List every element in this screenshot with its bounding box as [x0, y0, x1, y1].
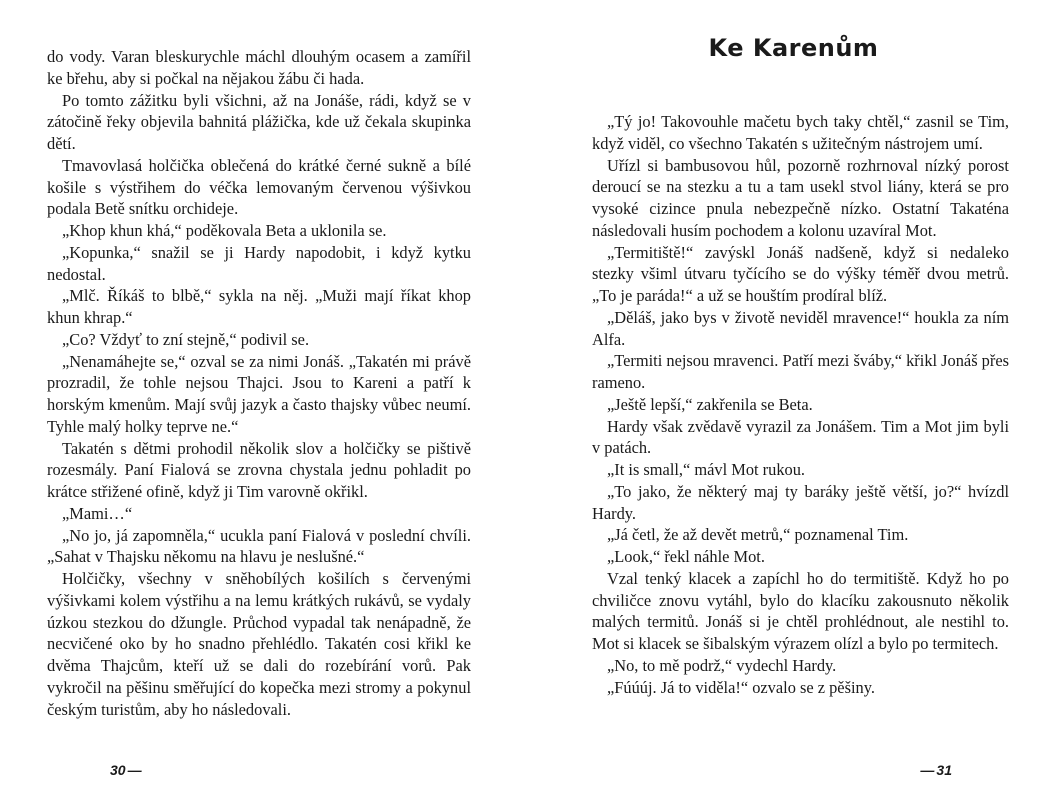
page-number: 31 [936, 762, 952, 778]
paragraph: „Ještě lepší,“ zakřenila se Beta. [607, 394, 813, 414]
paragraph: do vody. Varan bleskurychle máchl dlouhým ocasem a zamířil ke břehu, aby si počkal na nějakou žábu či hada. [47, 47, 471, 88]
page-dash: — [920, 762, 935, 778]
paragraph: „Mlč. Říkáš to blbě,“ sykla na něj. „Muži mají říkat khop khun khrap.“ [47, 286, 471, 327]
paragraph: „No, to mě podrž,“ vydechl Hardy. [607, 655, 837, 675]
paragraph: „Mami…“ [62, 503, 133, 523]
paragraph: „Já četl, že až devět metrů,“ poznamenal Tim. [607, 525, 909, 545]
paragraph: „To jako, že některý maj ty baráky ještě větší, jo?“ hvízdl Hardy. [592, 481, 1009, 523]
chapter-title: Ke Karenům [708, 34, 879, 62]
paragraph: „Nenamáhejte se,“ ozval se za nimi Jonáš. „Takatén mi právě prozradil, že tohle nejsou Thajci. Jsou to Kareni a patří k horským kmenům. Mají svůj jazyk a často thajsky vůbec neumí. Tyhle malý holky teprve ne.“ [47, 351, 471, 436]
paragraph: „Tý jo! Takovouhle mačetu bych taky chtěl,“ zasnil se Tim, když viděl, co všechno Takatén s užitečným nástrojem umí. [592, 112, 1009, 153]
paragraph: „Khop khun khá,“ poděkovala Beta a uklonila se. [62, 221, 387, 240]
paragraph: Takatén s dětmi prohodil několik slov a holčičky se pištivě rozesmály. Paní Fialová se zrovna chystala jednu pohladit po krátce střižené ofině, když ji Tim varovně okřikl. [47, 438, 471, 501]
paragraph: Holčičky, všechny v sněhobílých košilích s červenými výšivkami kolem výstřihu a na lemu krátkých rukávů, se vydaly úzkou stezkou do džungle. Průchod vypadal tak nenápadně, že necvičené oko by ho snadno přehlédlo. Takatén cosi křikl ke dvěma Thajcům, kteří už se dali do rozebírání vorů. Pak vykročil na pěšinu směřující do kopečka mezi stromy a pokynul českým turistům, aby ho následovali. [47, 569, 471, 719]
paragraph: „Termiti nejsou mravenci. Patří mezi šváby,“ křikl Jonáš přes rameno. [592, 351, 1009, 392]
paragraph: Vzal tenký klacek a zapíchl ho do termitiště. Když ho po chviličce znovu vytáhl, bylo do klacíku zakousnuto několik malých termitů. Jonáš si je chtěl prohlédnout, ale nestihl to. Mot si klacek se šibalským výrazem olízl a bylo po termitech. [592, 568, 1009, 653]
paragraph: „Fúúúj. Já to viděla!“ ozvalo se z pěšiny. [607, 677, 875, 697]
page-number-left [110, 762, 144, 778]
paragraph: „Termitiště!“ zavýskl Jonáš nadšeně, když si nedaleko stezky všiml útvaru tyčícího se do výšky téměř dvou metrů. „To je paráda!“ a už se houštím prodíral blíž. [592, 242, 1009, 305]
right-page [529, 0, 1058, 800]
paragraph: Tmavovlasá holčička oblečená do krátké černé sukně a bílé košile s výstřihem do véčka lemovaným červenou výšivkou podala Betě snítku orchideje. [47, 155, 471, 219]
page-number-right [918, 762, 952, 778]
paragraph: „No jo, já zapomněla,“ ucukla paní Fialová v poslední chvíli. „Sahat v Thajsku někomu na hlavu je neslušné.“ [47, 525, 471, 567]
paragraph: „Look,“ řekl náhle Mot. [607, 547, 765, 566]
paragraph: „Co? Vždyť to zní stejně,“ podivil se. [62, 329, 310, 349]
paragraph: „It is small,“ mávl Mot rukou. [607, 460, 806, 479]
page-number: 30 [110, 762, 126, 778]
paragraph: Uřízl si bambusovou hůl, pozorně rozhrnoval nízký porost deroucí se na stezku a tu a tam usekl stvol liány, která se pro vysoké cizince pnula nebezpečně nízko. Ostatní Takaténa následovali husím pochodem a kolonu uzavíral Mot. [592, 155, 1009, 240]
right-body-text [592, 111, 1009, 698]
page-dash: — [127, 762, 142, 778]
paragraph: Po tomto zážitku byli všichni, až na Jonáše, rádi, když se v zátočině řeky objevila bahnitá plážička, kde už čekala skupinka dětí. [47, 90, 471, 153]
paragraph: „Kopunka,“ snažil se ji Hardy napodobit, i když kytku nedostal. [47, 242, 471, 284]
paragraph: „Děláš, jako bys v životě neviděl mravence!“ houkla za ním Alfa. [592, 307, 1009, 349]
left-body-text [47, 46, 471, 720]
paragraph: Hardy však zvědavě vyrazil za Jonášem. Tim a Mot jim byli v patách. [592, 416, 1009, 458]
